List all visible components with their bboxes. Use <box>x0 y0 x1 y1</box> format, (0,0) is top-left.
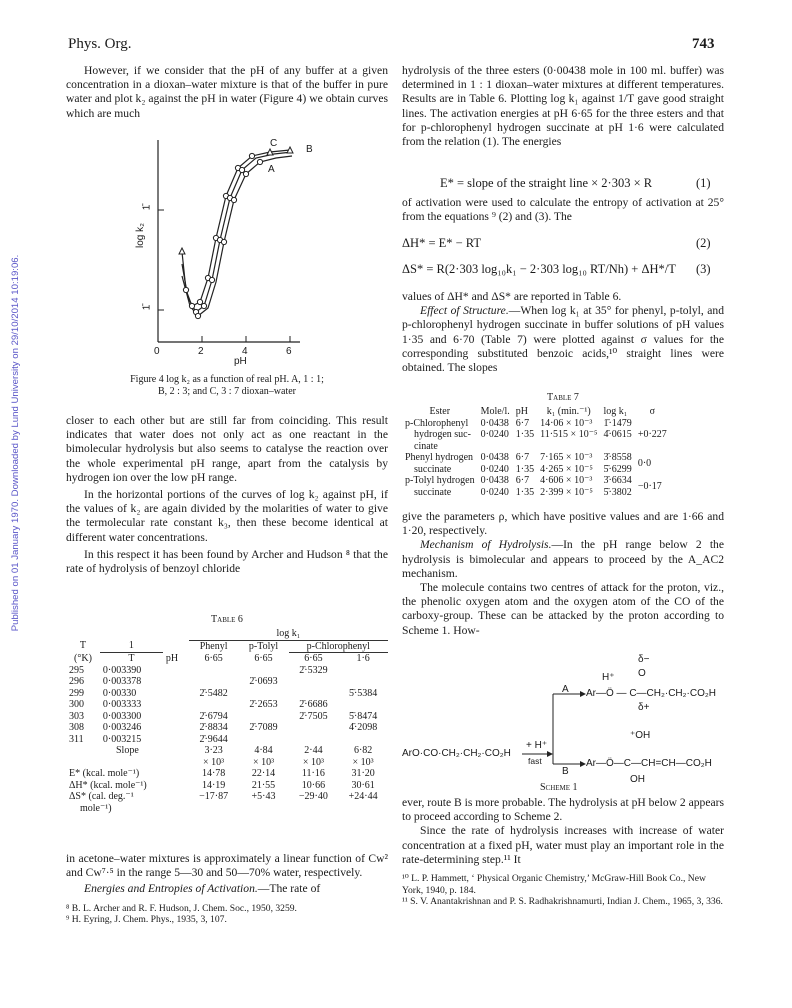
table-6-H-1: 21·55 <box>251 779 276 791</box>
table-6-slope-label: Slope <box>116 745 139 756</box>
table-7-cell: 3̄·8558 <box>603 452 632 463</box>
footnote-11: ¹¹ S. V. Anantakrishnan and P. S. Radhakrishnamurti, Indian J. Chem., 1965, 3, 336. <box>402 896 723 908</box>
curve-label-c: C <box>270 138 278 149</box>
table-7-cell: 4·606 × 10⁻³ <box>540 475 593 486</box>
table-6-H-2: 10·66 <box>301 779 326 791</box>
table-7-cell: 5̄·3802 <box>603 486 632 498</box>
scheme-o: O <box>638 668 646 679</box>
table-6-slope-unit-0: × 10³ <box>203 756 225 768</box>
right-paragraph-4-text: —When log k₁ at 35° for phenyl, p-tolyl, and p-chlorophenyl hydrogen succinate in buffer solutions of pH values 1·35 and 6·70 (Table 7) were plotted against σ values for the corresponding substituted benzoic acids,¹⁰ straight lines were obtained. The slopes <box>402 304 724 375</box>
y-tick-upper: 1̄ <box>141 204 153 211</box>
table-7-sigma: −0·17 <box>637 480 662 492</box>
table-6-cell <box>338 676 388 688</box>
table-7-row <box>402 475 670 487</box>
table-7-cell: 6·7 <box>515 417 530 429</box>
table-6-cell: 300 <box>69 699 84 710</box>
x-tick-0: 0 <box>154 346 160 357</box>
table-7-cell: 4̄·0615 <box>603 429 632 440</box>
left-paragraph-2: closer to each other but are still far from coinciding. This result indicates that water does not only act as one reactant in the bimolecular hydrolysis but also seems to catalyse the reaction over the whole experimental pH range, apart from the catalysis by hydrogen ion over the low pH range. <box>66 414 388 484</box>
table-7-cell: hydrogen suc- <box>414 429 471 440</box>
scheme-1-caption: Scheme 1 <box>540 782 578 793</box>
table-6-slope-3: 6·82 <box>353 745 373 756</box>
table-6-header-2 <box>66 653 388 665</box>
table-7-cell: 0·0438 <box>480 417 509 429</box>
x-axis-label: pH <box>234 356 247 367</box>
table-6-cell: 2̄·6686 <box>299 699 328 710</box>
table-6-E-0: 14·78 <box>201 768 226 779</box>
table-7-cell: 3̄·6634 <box>603 475 632 486</box>
footnote-9: ⁹ H. Eyring, J. Chem. Phys., 1935, 3, 107. <box>66 914 227 926</box>
table-7-cell: 5̄·6299 <box>603 463 632 475</box>
table-6-h-Tfrac: T <box>100 653 163 665</box>
table-6-slope-0: 3·23 <box>204 745 223 756</box>
x-tick-2: 2 <box>198 346 204 357</box>
table-6-cell: 2̄·5329 <box>299 664 328 676</box>
table-6-grid <box>66 628 388 814</box>
table-6-slope-2: 2·44 <box>304 745 323 756</box>
right-paragraph-6-text: —In the pH range below 2 the hydrolysis is bimolecular and appears to proceed by the A_AC2 mechanism. <box>402 538 724 580</box>
table-6-cell <box>238 688 288 700</box>
table-6-S-row <box>66 791 388 803</box>
table-6-cell <box>189 665 239 677</box>
table-6-row <box>66 711 388 723</box>
table-6-h-phenyl: Phenyl <box>199 640 228 652</box>
table-6-cell: 0·003390 <box>102 664 142 676</box>
table-6-cell <box>289 676 339 688</box>
table-6-slope-unit-3: × 10³ <box>352 756 374 768</box>
table-6-H-0: 14·19 <box>201 779 226 791</box>
footnote-10: ¹⁰ L. P. Hammett, ‘ Physical Organic Chemistry,’ McGraw-Hill Book Co., New York, 1940, p. 184. <box>402 873 706 896</box>
table-7-cell: 11·515 × 10⁻⁵ <box>540 429 598 440</box>
table-6-slope-row <box>66 745 388 757</box>
table-7-row <box>402 464 670 476</box>
table-6-spacer <box>163 676 189 688</box>
equation-1-number: (1) <box>696 176 711 190</box>
left-paragraph-6-heading: Energies and Entropies of Activation. <box>84 882 258 896</box>
scheme-1 <box>402 652 732 785</box>
equation-3: ΔS* = R(2·303 log₁₀k₁ − 2·303 log₁₀ RT/Nh) + ΔH*/T <box>402 262 676 276</box>
left-paragraph-1: However, if we consider that the pH of any buffer at a given concentration in a dioxan–water mixture is that of the buffer in pure water and plot k₂ against the pH in water (Figure 4) we obtain curves which are much <box>66 64 388 120</box>
table-6-E-row <box>66 768 388 780</box>
table-6-cell <box>289 688 339 700</box>
table-6-cell <box>338 665 388 677</box>
table-6-cell <box>338 734 388 746</box>
curve-c <box>182 156 292 316</box>
table-7-row <box>402 441 670 453</box>
table-7-cell: succinate <box>414 486 452 498</box>
table-6-cell: 311 <box>69 733 84 745</box>
right-paragraph-5: give the parameters ρ, which have positive values and are 1·66 and 1·20, respectively. <box>402 510 724 538</box>
table-6-cell: 0·003333 <box>102 699 142 710</box>
right-paragraph-2: of activation were used to calculate the entropy of activation at 25° from the equations ⁹ (2) and (3). The <box>402 196 724 224</box>
table-6-title: Table 6 <box>211 614 243 625</box>
table-6-H-3: 30·61 <box>351 779 375 791</box>
table-6-S-label-2: mole⁻¹) <box>80 802 112 814</box>
table-6-S-label: ΔS* (cal. deg.⁻¹ <box>69 791 134 802</box>
scheme-product-a: Ar—Ö — C—CH₂·CH₂·CO₂H <box>586 688 716 699</box>
table-7-cell: 1·35 <box>515 429 535 440</box>
left-paragraph-3: In the horizontal portions of the curves of log k₂ against pH, if the values of k₂ are again divided by the molarities of water to give the termolecular rate constant k₃, then these become identical at different water concentrations. <box>66 488 388 544</box>
table-7-cell: 4·265 × 10⁻⁵ <box>540 463 593 475</box>
table-6-h-T: T <box>79 640 87 651</box>
download-note: Published on 01 January 1970. Downloaded by Lund University on 29/10/2014 10:19:06. <box>10 254 21 632</box>
scheme-delta-minus: δ− <box>638 654 650 665</box>
table-6-E-1: 22·14 <box>251 768 276 779</box>
x-tick-4: 4 <box>242 346 248 357</box>
table-6-h-tolyl: p-Tolyl <box>248 640 279 652</box>
scheme-oh: OH <box>630 774 645 785</box>
table-6-cell: 0·003215 <box>102 733 142 745</box>
table-7-cell: cinate <box>414 440 438 452</box>
y-axis-label: log k₂ <box>135 222 147 249</box>
table-6-row <box>66 722 388 734</box>
table-6-H-label: ΔH* (kcal. mole⁻¹) <box>69 779 147 791</box>
table-6-row <box>66 676 388 688</box>
right-paragraph-6-heading: Mechanism of Hydrolysis. <box>420 538 552 552</box>
table-6-cell <box>238 734 288 746</box>
figure-4 <box>120 130 340 370</box>
table-6-spacer <box>163 665 189 677</box>
table-7-cell: 0·0240 <box>480 463 509 475</box>
curve-label-a: A <box>268 164 275 175</box>
equation-3-number: (3) <box>696 262 711 276</box>
table-7-title: Table 7 <box>547 392 579 403</box>
right-paragraph-7: The molecule contains two centres of attack for the proton, viz., the phenolic oxygen atom and the oxygen atom of the CO of the carboxy-group. These can be attacked by the proton according to Scheme 1. How- <box>402 581 724 637</box>
table-7-row <box>402 429 670 441</box>
right-paragraph-1: hydrolysis of the three esters (0·00438 mole in 100 ml. buffer) was determined in 1 : 1 dioxan–water mixtures at different temperatures. Results are in Table 6. Plotting log k₁ against 1/T gave good straight lines. The activation energies at pH 6·65 for the three esters and that for p-chlorophenyl hydrogen succinate at pH 1·6 were calculated from the relation (1). The energies <box>402 64 724 149</box>
table-6-S-1: +5·43 <box>251 791 276 802</box>
footnote-8: ⁸ B. L. Archer and R. F. Hudson, J. Chem. Soc., 1950, 3259. <box>66 902 297 914</box>
figure-4-plot <box>120 130 340 370</box>
table-6-ph-2: 6·65 <box>304 653 323 664</box>
table-6-ph-1: 6·65 <box>254 652 273 664</box>
table-6-S-0: −17·87 <box>199 791 229 802</box>
table-7-cell: 0·0240 <box>480 429 509 440</box>
table-6-E-label: E* (kcal. mole⁻¹) <box>69 768 140 779</box>
table-7-h-ph: pH <box>515 406 528 417</box>
table-6-cell: 2̄·7089 <box>249 722 278 733</box>
table-6-cell: 5̄·5384 <box>348 687 378 699</box>
table-6-cell: 0·00330 <box>102 687 137 699</box>
table-7-cell: 0·0240 <box>480 486 509 498</box>
table-7-h-ester: Ester <box>429 406 451 417</box>
table-7-row <box>402 452 670 464</box>
table-7-cell: 0·0438 <box>480 475 509 486</box>
table-6-logk-row <box>66 628 388 640</box>
table-7-sigma: 0·0 <box>637 457 652 469</box>
table-7-h-sigma: σ <box>649 406 655 417</box>
table-6-slope-1: 4·84 <box>254 745 273 756</box>
table-6-cell <box>238 711 288 723</box>
table-6-spacer <box>163 688 189 700</box>
table-6-cell: 5̄·8474 <box>348 710 378 722</box>
table-6-slope-unit-1: × 10³ <box>252 756 275 768</box>
table-6-spacer <box>163 722 189 734</box>
table-6-S-3: +24·44 <box>348 791 378 802</box>
table-7-sigma: +0·227 <box>637 429 667 440</box>
table-7-cell: Phenyl hydrogen <box>405 452 474 463</box>
equation-2-number: (2) <box>696 236 711 250</box>
table-6-logk: log k₁ <box>189 628 388 640</box>
table-6-cell: 2̄·8834 <box>199 722 228 733</box>
table-7-cell: 6·7 <box>515 452 530 463</box>
table-7-cell: p-Tolyl hydrogen <box>405 475 475 486</box>
table-6-ph-3: 1·6 <box>356 653 370 664</box>
table-6-header-1 <box>66 640 388 653</box>
table-7-h-mole: Mole/l. <box>480 406 510 417</box>
table-7-cell: 0·0438 <box>480 452 509 463</box>
figure-4-caption <box>66 374 388 398</box>
table-6-cell <box>189 676 239 688</box>
scheme-fast: fast <box>528 756 542 766</box>
table-6-S-2: −29·40 <box>298 791 328 802</box>
table-6-row <box>66 665 388 677</box>
table-6-E-2: 11·16 <box>301 768 325 779</box>
table-6-spacer <box>163 734 189 746</box>
table-6-row <box>66 688 388 700</box>
scheme-plus-h: + H⁺ <box>526 740 548 751</box>
table-6-row <box>66 699 388 711</box>
table-6-cell <box>289 722 339 734</box>
x-tick-6: 6 <box>286 346 292 357</box>
scheme-route-a: A <box>562 684 569 695</box>
table-6-cell: 0·003246 <box>102 722 142 733</box>
table-7-cell: 2·399 × 10⁻⁵ <box>540 486 593 498</box>
table-6-spacer <box>163 699 189 711</box>
table-6-h-K: (°K) <box>74 652 92 664</box>
table-6-slope-unit-2: × 10³ <box>302 756 324 768</box>
table-6-cell <box>189 699 239 711</box>
table-6 <box>66 614 388 814</box>
table-6-cell: 295 <box>69 664 84 676</box>
table-7-cell <box>600 441 634 453</box>
table-7-cell: 1·35 <box>515 486 535 498</box>
scheme-hplus: H⁺ <box>602 672 615 683</box>
table-7-cell <box>478 441 513 453</box>
table-7-cell <box>513 441 537 453</box>
figure-4-caption-line-2: B, 2 : 3; and C, 3 : 7 dioxan–water <box>157 386 297 397</box>
page-number: 743 <box>692 36 715 52</box>
table-6-h-1: 1 <box>128 640 134 651</box>
table-6-cell: 0·003378 <box>102 676 142 687</box>
equation-2: ΔH* = E* − RT <box>402 236 482 250</box>
right-paragraph-4-heading: Effect of Structure. <box>420 304 509 318</box>
table-6-H-row <box>66 780 388 792</box>
scheme-delta-plus: δ+ <box>638 702 650 713</box>
table-7-cell: succinate <box>414 463 452 475</box>
left-paragraph-6-text: —The rate of <box>257 882 321 896</box>
table-6-cell: 2̄·2653 <box>249 699 278 710</box>
table-7-cell: 7·165 × 10⁻³ <box>540 452 593 463</box>
table-7-header <box>402 406 670 418</box>
table-6-cell: 296 <box>69 676 84 687</box>
table-6-cell: 2̄·6794 <box>199 710 228 722</box>
table-6-cell <box>338 699 388 711</box>
right-paragraph-6 <box>402 538 724 581</box>
y-tick-lower: 1̄ <box>141 304 153 311</box>
scheme-product-b: Ar—Ö—C—CH=CH—CO₂H <box>586 758 712 769</box>
table-6-E-3: 31·20 <box>351 768 375 779</box>
table-6-h-chloro: p-Chlorophenyl <box>289 640 388 653</box>
table-6-spacer <box>163 711 189 723</box>
table-7-cell: 14·06 × 10⁻³ <box>540 417 593 429</box>
table-6-ph-0: 6·65 <box>204 652 223 664</box>
table-7-cell: p-Chlorophenyl <box>405 417 469 429</box>
table-7-cell <box>537 441 600 453</box>
table-6-row <box>66 734 388 746</box>
table-6-cell: 308 <box>69 722 84 733</box>
table-6-cell: 0·003300 <box>102 710 142 722</box>
table-6-cell <box>289 734 339 746</box>
scheme-route-b: B <box>562 766 569 777</box>
right-paragraph-9: Since the rate of hydrolysis increases with increase of water concentration at a fixed pH, water must play an important role in the rate-determining step.¹¹ It <box>402 824 724 866</box>
table-6-cell: 303 <box>69 710 84 722</box>
table-6-cell: 2̄·5482 <box>199 687 228 699</box>
table-6-cell: 4̄·2098 <box>348 722 378 733</box>
table-7-cell: 1̄·1479 <box>603 417 632 429</box>
table-7-row <box>402 487 670 499</box>
table-6-cell: 2̄·9644 <box>199 733 228 745</box>
figure-4-caption-line-1: Figure 4 log k₂ as a function of real pH. A, 1 : 1; <box>130 374 324 385</box>
table-7-cell: 6·7 <box>515 475 530 486</box>
curve-b <box>182 152 292 312</box>
right-paragraph-4 <box>402 304 724 375</box>
right-paragraph-3: values of ΔH* and ΔS* are reported in Table 6. <box>402 290 622 303</box>
table-6-cell: 2̄·0693 <box>249 676 278 687</box>
curve-label-b: B <box>306 144 313 155</box>
left-paragraph-5: in acetone–water mixtures is approximately a linear function of Cw² and Cw⁷·⁵ in the range 5—30 and 50—70% water, respectively. <box>66 852 388 880</box>
table-6-S-row-2 <box>66 803 388 815</box>
table-7-grid <box>402 406 670 498</box>
table-7-h-logk: log k₁ <box>603 406 628 417</box>
right-paragraph-8: ever, route B is more probable. The hydrolysis at pH below 2 appears to proceed according to Scheme 2. <box>402 796 724 824</box>
table-6-cell: 299 <box>69 687 84 699</box>
scheme-ester: ArO·CO·CH₂·CH₂·CO₂H <box>402 748 511 759</box>
equation-1: E* = slope of the straight line × 2·303 × R <box>440 176 653 190</box>
left-paragraph-4: In this respect it has been found by Archer and Hudson ⁸ that the rate of hydrolysis of benzoyl chloride <box>66 547 388 576</box>
table-7-h-k1: k₁ (min.⁻¹) <box>546 406 591 417</box>
running-head: Phys. Org. <box>68 36 132 52</box>
table-6-h-pH: pH <box>165 652 179 664</box>
scheme-oh-plus: ⁺OH <box>630 730 651 741</box>
table-7 <box>402 392 724 498</box>
table-6-slope-unit-row <box>66 757 388 769</box>
table-6-cell: 2̄·7505 <box>299 710 328 722</box>
table-7-row <box>402 418 670 430</box>
table-7-cell: 1·35 <box>515 463 535 475</box>
left-paragraph-6 <box>66 882 388 896</box>
table-6-cell <box>238 665 288 677</box>
